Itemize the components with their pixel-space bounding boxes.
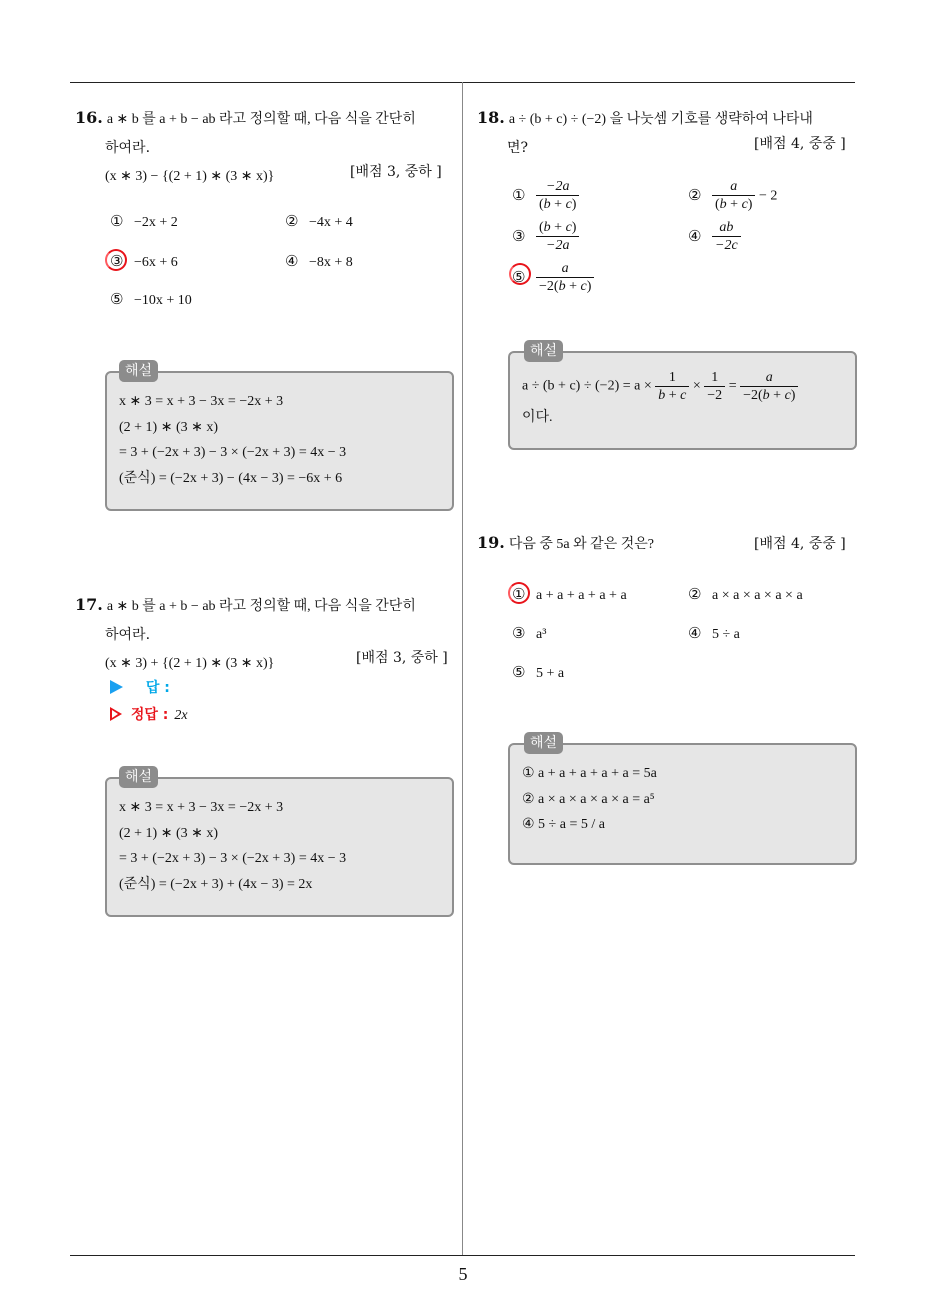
question-text-cont: 면? [507,140,529,156]
answer-mark-circle [508,582,530,604]
choice-2[interactable]: ② $\frac{a}{(b + c)}$ − 2 [688,179,778,212]
solution-label: 해설 [524,732,563,754]
column-divider [462,82,463,1256]
correct-label: 정답 : [130,707,169,723]
solution-label: 해설 [119,360,158,382]
choice-4[interactable]: ④ −8x + 8 [285,252,353,270]
choice-5[interactable]: ⑤ $\frac{a}{-2(b + c)}$ [512,260,594,295]
choice-3[interactable]: ③ −6x + 6 [110,252,178,270]
choice-2[interactable]: ② a × a × a × a × a [688,585,803,603]
question-text: a ∗ b 를 a + b − ab 라고 정의할 때, 다음 식을 간단히 [106,599,416,614]
question-text: 다음 중 5a 와 같은 것은? [508,537,654,552]
solution-line: ① a + a + a + a + a = 5a [522,766,657,781]
solution-line: (준식) = (−2x + 3) + (4x − 3) = 2x [119,876,313,892]
choice-3[interactable]: ③ $\frac{(b + c)}{-2a}$ [512,219,579,254]
answer-label: 답 : [145,680,170,696]
solution-box [105,371,454,511]
choice-5[interactable]: ⑤ −10x + 10 [110,290,192,308]
solution-box [105,777,454,917]
choice-1[interactable]: ① $\frac{-2a}{(b + c)}$ [512,178,579,213]
answer-mark-circle [509,263,531,285]
choice-1[interactable]: ① a + a + a + a + a [512,585,627,603]
solution-line: = 3 + (−2x + 3) − 3 × (−2x + 3) = 4x − 3 [119,851,347,866]
question-number: 16. [75,108,103,127]
correct-answer [110,704,188,724]
answer-mark-circle [105,249,127,271]
solution-box [508,351,857,450]
solution-line: a ÷ (b + c) ÷ (−2) = a × $\frac{1}{b + c}$ × $\frac{1}{-2}$ = $\frac{a}{-2(b + c)}$ 이다. [522,369,798,428]
solution-line: ② a × a × a × a × a = a⁵ [522,791,655,807]
solution-line: (2 + 1) ∗ (3 ∗ x) [119,419,219,435]
bottom-rule [70,1255,855,1256]
score-label: [배점 4, 중중 ] [754,136,846,152]
choice-5[interactable]: ⑤ 5 + a [512,663,565,681]
score-label: [배점 3, 중하 ] [356,650,448,666]
choice-3[interactable]: ③ a³ [512,624,547,642]
solution-line: (2 + 1) ∗ (3 ∗ x) [119,825,219,841]
solution-label: 해설 [119,766,158,788]
solution-line: (준식) = (−2x + 3) − (4x − 3) = −6x + 6 [119,470,343,486]
choice-4[interactable]: ④ 5 ÷ a [688,624,740,642]
question-number: 17. [75,595,103,614]
solution-line: x ∗ 3 = x + 3 − 3x = −2x + 3 [119,394,284,409]
triangle-outline-icon [110,707,122,721]
correct-value: 2x [174,708,188,723]
answer-field[interactable] [110,677,170,697]
question-text-cont: 하여라. [105,627,151,643]
play-icon [110,680,123,694]
score-label: [배점 3, 중하 ] [350,164,442,180]
choice-4[interactable]: ④ $\frac{ab}{-2c}$ [688,219,741,254]
question-text: a ÷ (b + c) ÷ (−2) 을 나눗셈 기호를 생략하여 나타내 [508,112,813,127]
solution-line: ④ 5 ÷ a = 5 / a [522,817,605,832]
score-label: [배점 4, 중중 ] [754,536,846,552]
page-number: 5 [458,1264,468,1284]
question-number: 19. [477,533,505,552]
solution-box [508,743,857,865]
question-expression: (x ∗ 3) + {(2 + 1) ∗ (3 ∗ x)} [105,656,275,671]
question-text: a ∗ b 를 a + b − ab 라고 정의할 때, 다음 식을 간단히 [106,112,416,127]
solution-line: x ∗ 3 = x + 3 − 3x = −2x + 3 [119,800,284,815]
question-expression: (x ∗ 3) − {(2 + 1) ∗ (3 ∗ x)} [105,169,275,184]
solution-label: 해설 [524,340,563,362]
solution-end: 이다. [522,410,553,425]
question-number: 18. [477,108,505,127]
solution-line: = 3 + (−2x + 3) − 3 × (−2x + 3) = 4x − 3 [119,445,347,460]
question-text-cont: 하여라. [105,140,151,156]
choice-1[interactable]: ① −2x + 2 [110,212,178,230]
choice-2[interactable]: ② −4x + 4 [285,212,353,230]
